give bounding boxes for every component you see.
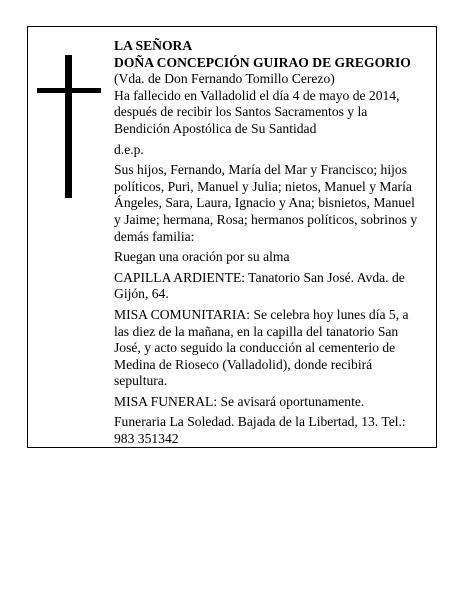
cross-horizontal-bar (37, 88, 101, 93)
family-list: Sus hijos, Fernando, María del Mar y Francisco; hijos políticos, Puri, Manuel y Julia; nietos, Manuel y María Ángeles, Sara, Laura, Ignacio y Ana; bisnietos, Manuel y Jaime; hermana, Rosa; hermanos políticos, sobrinos y demás familia: (114, 162, 418, 244)
misa-comunitaria: MISA COMUNITARIA: Se celebra hoy lunes día 5, a las diez de la mañana, en la capilla del tanatorio San José, y acto seguido la conducción al cementerio de Medina de Rioseco (Valladolid), donde recibirá sepultura. (114, 306, 409, 389)
funeraria-contact: Funeraria La Soledad. Bajada de la Libertad, 13. Tel.: 983 351342 (114, 414, 406, 447)
widow-of-line: (Vda. de Don Fernando Tomillo Cerezo) (114, 71, 335, 87)
cross-vertical-bar (65, 55, 72, 198)
latin-cross-icon (37, 55, 101, 198)
prayer-request: Ruegan una oración por su alma (114, 249, 290, 265)
obituary-text (114, 38, 424, 448)
deceased-name: DOÑA CONCEPCIÓN GUIRAO DE GREGORIO (114, 54, 411, 70)
death-announcement: Ha fallecido en Valladolid el día 4 de mayo de 2014, después de recibir los Santos Sacramentos y la Bendición Apostólica de Su Santidad (114, 87, 400, 136)
notice-title: LA SEÑORA (114, 38, 193, 53)
misa-funeral: MISA FUNERAL: Se avisará oportunamente. (114, 393, 365, 409)
capilla-ardiente: CAPILLA ARDIENTE: Tanatorio San José. Avda. de Gijón, 64. (114, 269, 405, 302)
dep-line: d.e.p. (114, 141, 144, 157)
